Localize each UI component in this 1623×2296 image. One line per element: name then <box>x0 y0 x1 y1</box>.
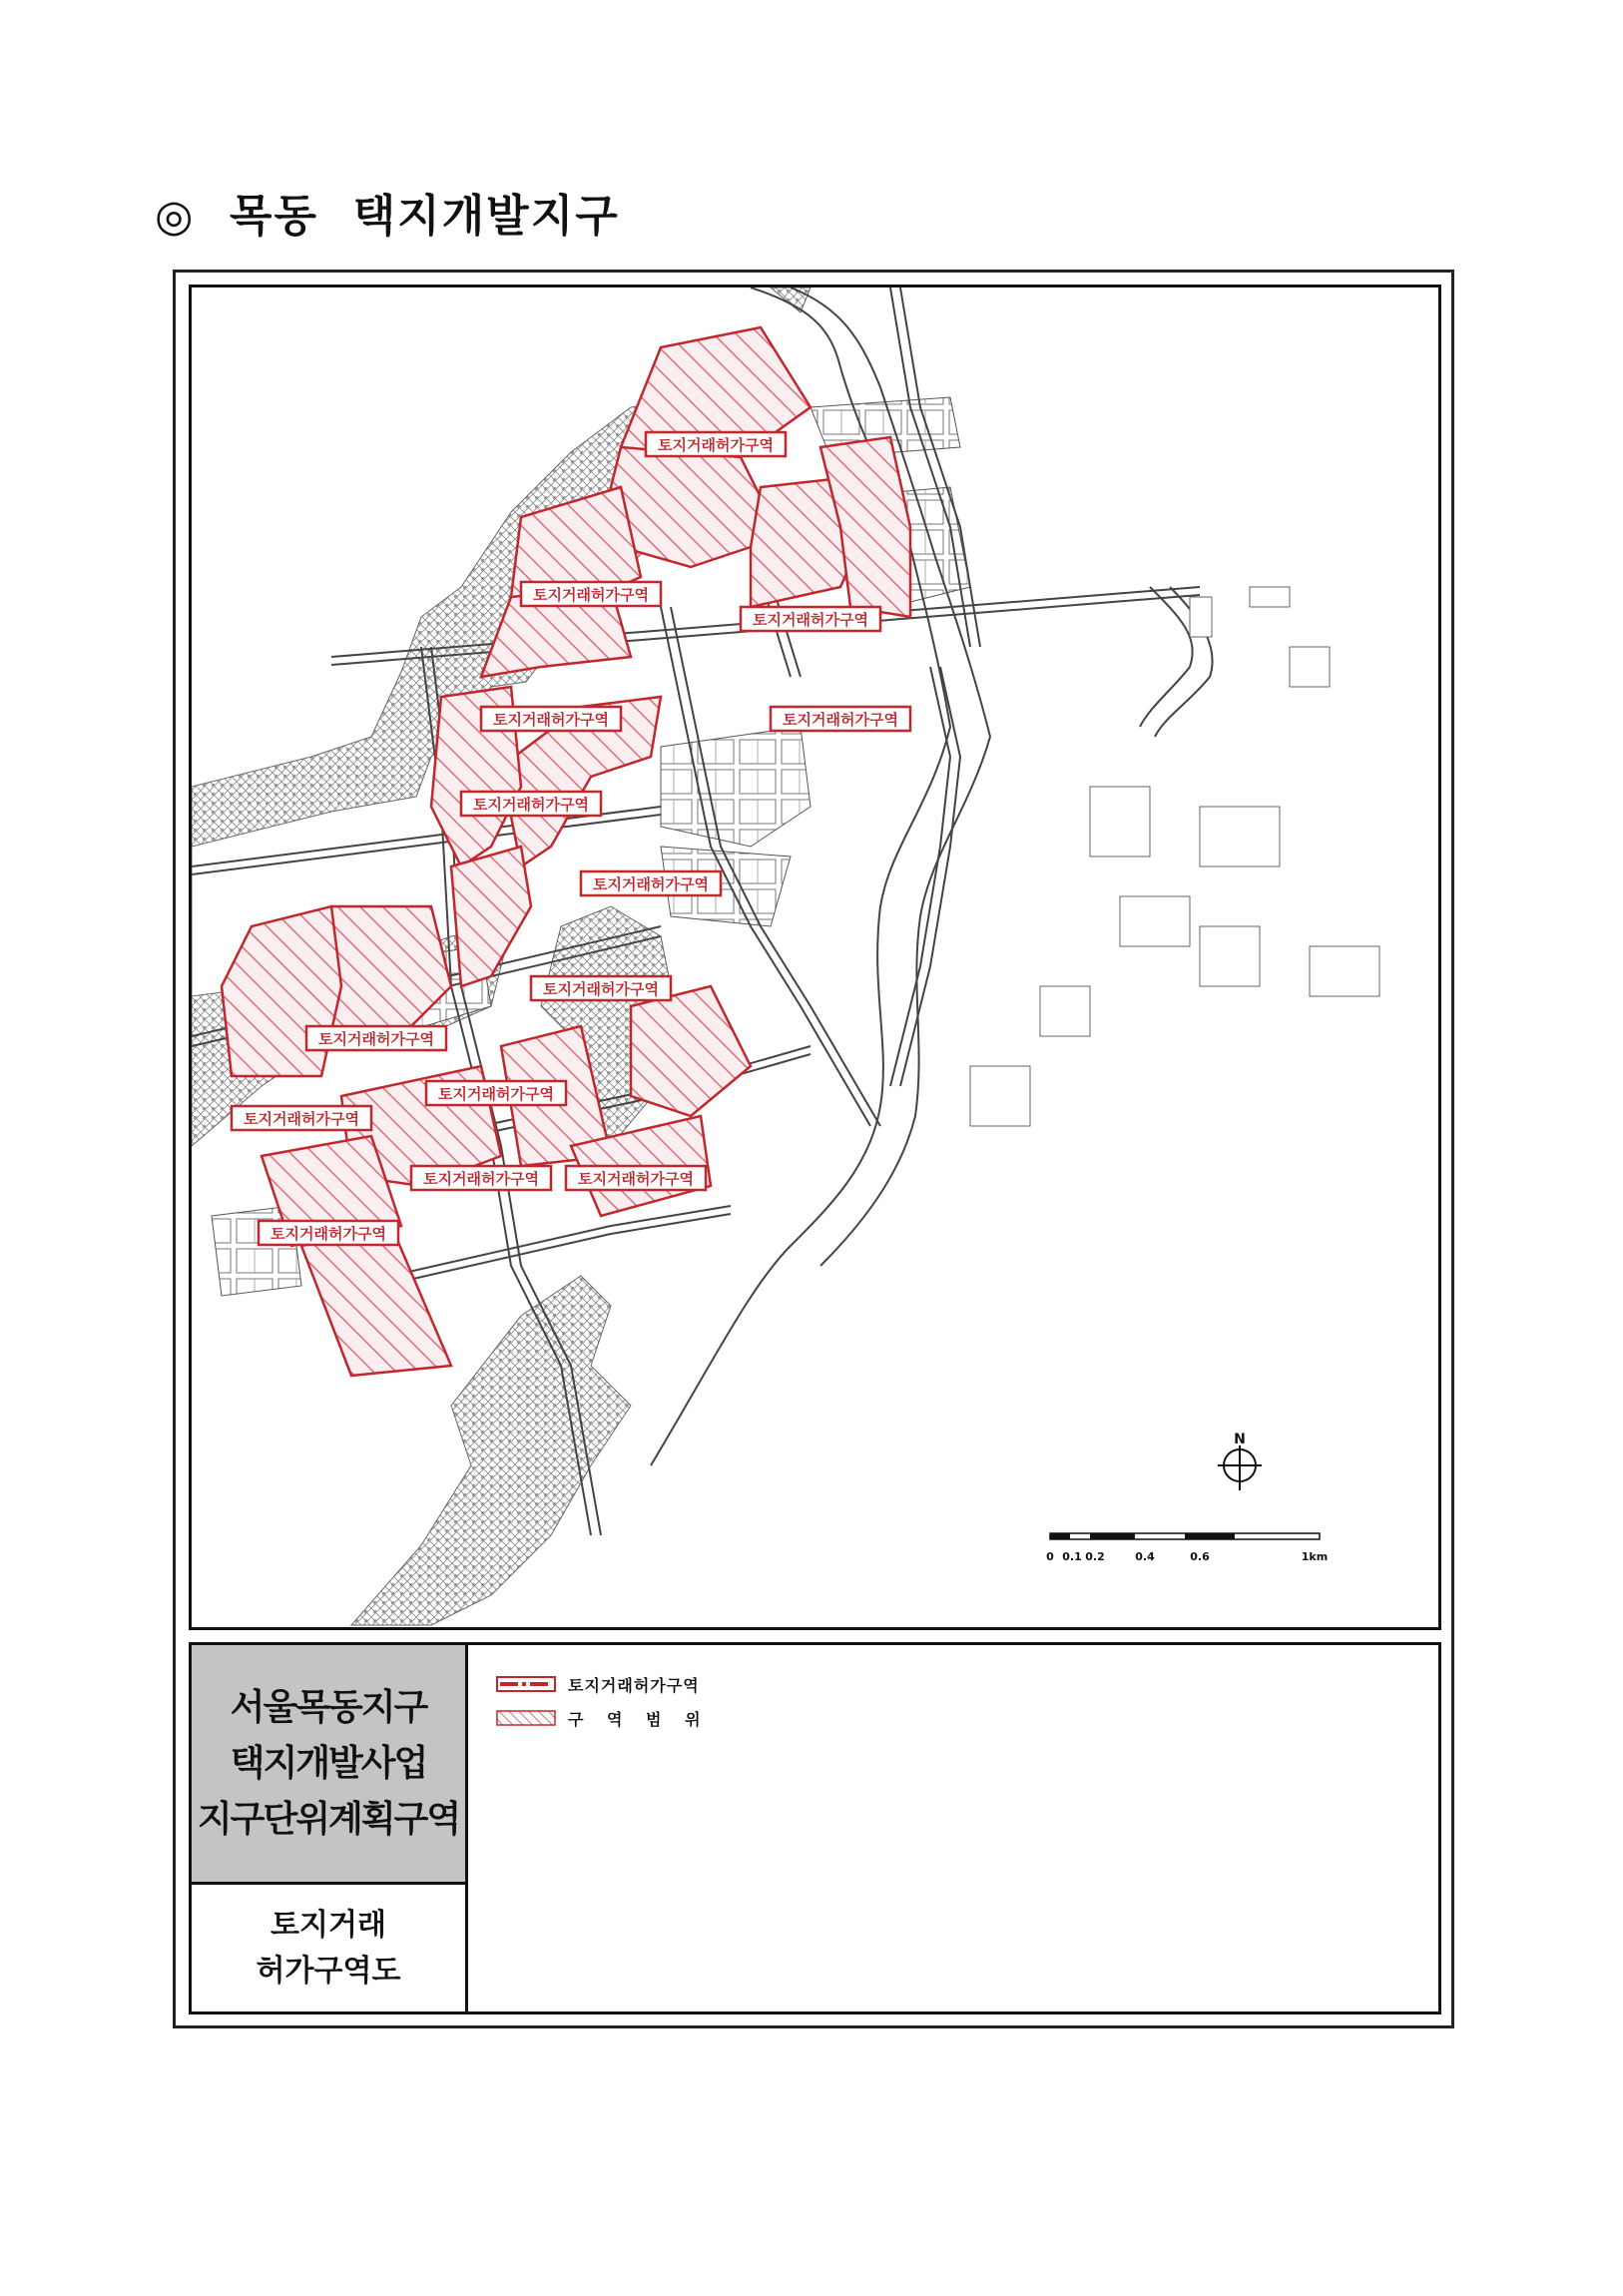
zone-label: 토지거래허가구역 <box>753 611 868 629</box>
legend-label-permit-zone: 토지거래허가구역 <box>568 1675 700 1695</box>
map-name-box <box>192 1885 468 2011</box>
hatched-area-icon <box>496 1709 556 1727</box>
legend <box>496 1667 710 1735</box>
land-permit-zone-map[interactable] <box>192 287 1438 1627</box>
plan-title-line: 택지개발사업 <box>230 1742 427 1784</box>
zone-label-box <box>426 1081 566 1105</box>
zone-label-box <box>521 582 661 606</box>
zone-label-box <box>581 871 721 895</box>
zone-label: 토지거래허가구역 <box>244 1110 359 1128</box>
legend-item-permit-zone <box>496 1667 710 1701</box>
scale-label: 0 <box>1046 1550 1054 1563</box>
zone-label: 토지거래허가구역 <box>783 711 898 729</box>
page-title: ◎ 목동 택지개발지구 <box>155 191 620 242</box>
scale-bar <box>1046 1533 1328 1563</box>
zone-label-box <box>306 1026 446 1050</box>
zone-label: 토지거래허가구역 <box>593 875 709 893</box>
zone-label-box <box>461 792 601 816</box>
zone-label: 토지거래허가구역 <box>270 1225 386 1243</box>
parcels <box>970 587 1379 1126</box>
zone-label-box <box>531 976 671 1000</box>
map-name-line: 토지거래 <box>270 1907 386 1943</box>
zone-label: 토지거래허가구역 <box>318 1030 434 1048</box>
zone-label: 토지거래허가구역 <box>543 980 659 998</box>
zone-label: 토지거래허가구역 <box>658 436 774 454</box>
scale-label: 0.1 <box>1062 1550 1082 1563</box>
scale-label: 1km <box>1301 1550 1329 1563</box>
permit-zone[interactable] <box>451 847 531 986</box>
zone-label: 토지거래허가구역 <box>423 1170 539 1188</box>
legend-label-zone-range: 구 역 범 위 <box>568 1709 710 1729</box>
zone-label-box <box>646 432 786 456</box>
zone-label: 토지거래허가구역 <box>533 586 649 604</box>
zone-label-box <box>741 607 880 631</box>
zone-label-box <box>232 1106 371 1130</box>
zone-label-box <box>259 1221 398 1245</box>
permit-zone[interactable] <box>631 986 751 1116</box>
zone-label: 토지거래허가구역 <box>493 711 609 729</box>
zone-label-box <box>771 707 910 731</box>
scale-label: 0.6 <box>1190 1550 1210 1563</box>
zone-label-box <box>481 707 621 731</box>
map-panel[interactable] <box>189 285 1441 1630</box>
plan-title-box <box>192 1645 468 1885</box>
legend-item-zone-range <box>496 1701 710 1735</box>
north-arrow-icon <box>1218 1432 1262 1490</box>
north-label: N <box>1234 1432 1246 1447</box>
scale-label: 0.4 <box>1135 1550 1155 1563</box>
map-name-line: 허가구역도 <box>256 1953 401 1989</box>
scale-label: 0.2 <box>1085 1550 1105 1563</box>
zone-label-box <box>566 1166 706 1190</box>
info-panel <box>189 1642 1441 2014</box>
zone-label: 토지거래허가구역 <box>578 1170 694 1188</box>
permit-zone[interactable] <box>301 1226 451 1376</box>
zone-label: 토지거래허가구역 <box>438 1085 554 1103</box>
zone-label-box <box>411 1166 551 1190</box>
zone-label: 토지거래허가구역 <box>473 796 589 814</box>
plan-title-line: 서울목동지구 <box>230 1686 427 1728</box>
permit-zone-line-icon <box>496 1675 556 1693</box>
plan-title-line: 지구단위계획구역 <box>197 1798 460 1840</box>
